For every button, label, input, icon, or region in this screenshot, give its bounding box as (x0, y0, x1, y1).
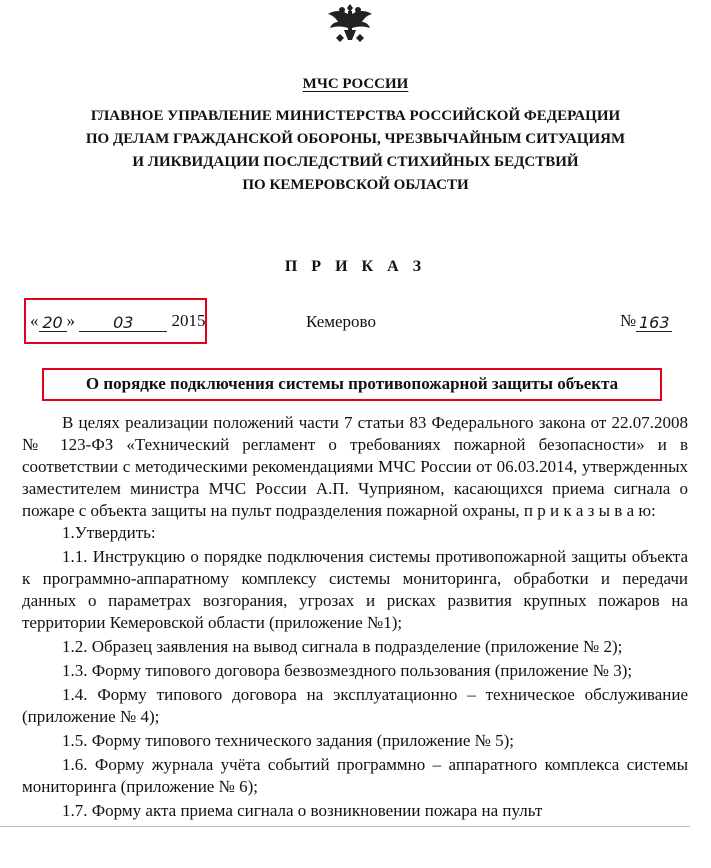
page-divider (0, 826, 690, 827)
list-item: 1.3. Форму типового договора безвозмездного пользования (приложение № 3); (62, 661, 633, 680)
mchs-eagle-emblem-icon (322, 0, 378, 44)
order-date: « 20 » 03 2015 (30, 311, 206, 332)
document-type-title: П Р И К А З (284, 258, 427, 275)
intro-paragraph: В целях реализации положений части 7 статьи 83 Федерального закона от 22.07.2008 № 123-ФЗ «Технический регламент о требованиях пожарной безопасности» и в соответствии с методическими рекомендациями МЧС России от 06.03.2014, утвержденных заместителем министра МЧС России А.П. Чуприяном, касающихся приема сигнала о пожаре с объекта защиты на пульт подразделения пожарной охраны, п р и к а з ы в а ю: (22, 413, 688, 520)
number-value: 163 (638, 313, 670, 332)
list-item: 1.4. Форму типового договора на эксплуатационно – техническое обслуживание (приложение № 4); (22, 685, 688, 726)
ministry-line: ПО КЕМЕРОВСКОЙ ОБЛАСТИ (242, 177, 469, 193)
ministry-line: ПО ДЕЛАМ ГРАЖДАНСКОЙ ОБОРОНЫ, ЧРЕЗВЫЧАЙНЫМ СИТУАЦИЯМ (85, 131, 626, 147)
list-item: 1.5. Форму типового технического задания (приложение № 5); (62, 731, 515, 750)
ministry-line: ГЛАВНОЕ УПРАВЛЕНИЕ МИНИСТЕРСТВА РОССИЙСКОЙ ФЕДЕРАЦИИ (90, 108, 621, 124)
order-body (22, 412, 688, 822)
date-year: 2015 (171, 311, 206, 330)
date-month: 03 (113, 313, 134, 332)
order-number (620, 311, 672, 331)
ministry-name (0, 105, 711, 197)
list-item: 1.2. Образец заявления на вывод сигнала в подразделение (приложение № 2); (62, 637, 623, 656)
number-prefix: № (620, 311, 637, 330)
org-title: МЧС РОССИИ (302, 76, 409, 92)
order-subject: О порядке подключения системы противопожарной защиты объекта (85, 374, 619, 393)
list-item: 1.1. Инструкцию о порядке подключения системы противопожарной защиты объекта к программно-аппаратному комплексу системы мониторинга, обработки и передачи данных о параметрах возгорания, угрозах и рисках развития крупных пожаров на территории Кемеровской области (приложение №1); (22, 547, 688, 632)
list-item: 1.6. Форму журнала учёта событий программно – аппаратного комплекса системы мониторинга (приложение № 6); (22, 755, 688, 796)
date-day: 20 (42, 313, 63, 332)
list-item: 1.7. Форму акта приема сигнала о возникновении пожара на пульт (62, 801, 543, 820)
order-city: Кемерово (306, 312, 376, 331)
approve-line: 1.Утвердить: (62, 523, 156, 542)
ministry-line: И ЛИКВИДАЦИИ ПОСЛЕДСТВИЙ СТИХИЙНЫХ БЕДСТВИЙ (132, 154, 579, 170)
